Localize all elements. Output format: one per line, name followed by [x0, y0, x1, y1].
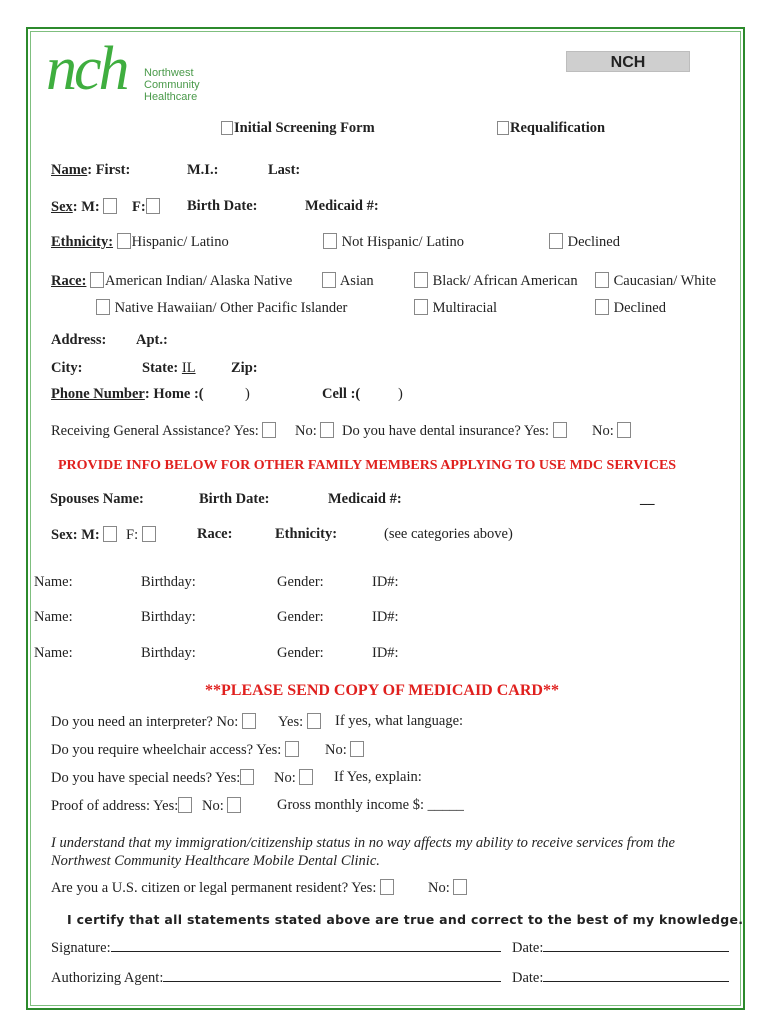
- home-phone-close: ): [245, 386, 250, 402]
- spouse-sex-m-label: : M:: [72, 527, 100, 543]
- member-gender-field[interactable]: Gender:: [277, 645, 324, 661]
- special-needs-no-option[interactable]: [274, 769, 314, 787]
- sex-f-checkbox[interactable]: [146, 198, 160, 214]
- black-checkbox[interactable]: [414, 272, 428, 288]
- certification-statement: I certify that all statements stated above are true and correct to the best of my knowledge.: [67, 912, 744, 927]
- nch-logo: nch: [46, 35, 127, 103]
- signature-date-label: Date:: [512, 940, 544, 956]
- citizen-no-checkbox[interactable]: [453, 879, 467, 895]
- proof-of-address-yes-checkbox[interactable]: [178, 797, 192, 813]
- member-birthday-field[interactable]: Birthday:: [141, 609, 196, 625]
- interpreter-yes-label: Yes:: [278, 714, 304, 730]
- asian-checkbox[interactable]: [322, 272, 336, 288]
- proof-of-address-no-option[interactable]: [202, 797, 242, 815]
- not-hispanic-option[interactable]: [323, 233, 464, 251]
- phone-label: Phone Number: [51, 386, 145, 402]
- signature-date-line[interactable]: [543, 951, 729, 952]
- member-id-field[interactable]: ID#:: [372, 609, 399, 625]
- ethnicity-hispanic-option[interactable]: [51, 233, 229, 251]
- sex-m-label: : M:: [72, 199, 100, 215]
- family-members-banner: PROVIDE INFO BELOW FOR OTHER FAMILY MEMBERS APPLYING TO USE MDC SERVICES: [58, 458, 677, 473]
- hawaiian-label: Native Hawaiian/ Other Pacific Islander: [114, 300, 348, 316]
- interpreter-yes-checkbox[interactable]: [307, 713, 321, 729]
- sex-label: Sex: [51, 199, 73, 215]
- gross-income-field[interactable]: [277, 797, 464, 814]
- see-categories-note: (see categories above): [384, 526, 513, 542]
- proof-of-address-no-label: No:: [202, 798, 224, 814]
- requalification-checkbox[interactable]: [497, 121, 509, 135]
- wheelchair-no-option[interactable]: [325, 741, 365, 759]
- hispanic-checkbox[interactable]: [117, 233, 131, 249]
- race-multiracial-option[interactable]: [414, 299, 497, 317]
- sex-m-option[interactable]: [51, 198, 118, 216]
- caucasian-checkbox[interactable]: [595, 272, 609, 288]
- race-caucasian-option[interactable]: [595, 272, 716, 290]
- proof-of-address-yes-option[interactable]: [51, 797, 193, 815]
- member-id-field[interactable]: ID#:: [372, 574, 399, 590]
- name-label: Name: [51, 162, 88, 178]
- member-birthday-field[interactable]: Birthday:: [141, 574, 196, 590]
- first-label: : First:: [87, 162, 131, 178]
- cell-phone-field[interactable]: Cell :(: [322, 386, 361, 402]
- multiracial-checkbox[interactable]: [414, 299, 428, 315]
- signature-line[interactable]: [111, 951, 501, 952]
- agent-date-field[interactable]: [512, 970, 729, 987]
- hawaiian-checkbox[interactable]: [96, 299, 110, 315]
- spouse-sex-m-option[interactable]: [51, 526, 118, 544]
- special-needs-no-label: No:: [274, 770, 296, 786]
- special-needs-yes-checkbox[interactable]: [240, 769, 254, 785]
- nch-badge: NCH: [566, 51, 690, 72]
- spouse-medicaid-blank: __: [640, 491, 655, 507]
- citizen-no-option[interactable]: [428, 879, 468, 897]
- black-label: Black/ African American: [432, 273, 578, 289]
- logo-line-3: Healthcare: [144, 91, 198, 103]
- caucasian-label: Caucasian/ White: [613, 273, 717, 289]
- proof-of-address-no-checkbox[interactable]: [227, 797, 241, 813]
- citizen-question: Are you a U.S. citizen or legal permanent resident? Yes:: [51, 880, 377, 896]
- last-field[interactable]: Last:: [268, 162, 301, 178]
- spouse-ethnicity-field[interactable]: Ethnicity:: [275, 526, 338, 542]
- initial-screening-label: Initial Screening Form: [234, 120, 375, 136]
- logo-line-1: Northwest: [144, 67, 194, 79]
- spouse-medicaid-field[interactable]: Medicaid #:: [328, 491, 402, 507]
- wheelchair-no-label: No:: [325, 742, 347, 758]
- general-assistance-yes-option[interactable]: [51, 422, 277, 440]
- medicaid-field[interactable]: Medicaid #:: [305, 198, 379, 214]
- proof-of-address-question: Proof of address: Yes:: [51, 798, 179, 814]
- member-name-field[interactable]: Name:: [34, 609, 73, 625]
- apt-field[interactable]: Apt.:: [136, 332, 168, 348]
- requalification-label: Requalification: [510, 120, 606, 136]
- interpreter-question: Do you need an interpreter? No:: [51, 714, 239, 730]
- multiracial-label: Multiracial: [432, 300, 498, 316]
- authorizing-agent-line[interactable]: [163, 981, 501, 982]
- general-assistance-no-option[interactable]: [295, 422, 335, 440]
- special-needs-question: Do you have special needs? Yes:: [51, 770, 241, 786]
- member-id-field[interactable]: ID#:: [372, 645, 399, 661]
- dental-insurance-no-option[interactable]: [592, 422, 632, 440]
- member-gender-field[interactable]: Gender:: [277, 574, 324, 590]
- wheelchair-no-checkbox[interactable]: [350, 741, 364, 757]
- asian-label: Asian: [339, 273, 374, 289]
- general-assistance-question: Receiving General Assistance? Yes:: [51, 423, 259, 439]
- gross-income-label: Gross monthly income $:: [277, 797, 425, 813]
- interpreter-yes-option[interactable]: [278, 713, 322, 731]
- citizen-yes-option[interactable]: [51, 879, 395, 897]
- wheelchair-yes-option[interactable]: [51, 741, 300, 759]
- ethnicity-label: Ethnicity:: [51, 234, 114, 250]
- member-gender-field[interactable]: Gender:: [277, 609, 324, 625]
- not-hispanic-label: Not Hispanic/ Latino: [341, 234, 465, 250]
- wheelchair-question: Do you require wheelchair access? Yes:: [51, 742, 282, 758]
- spouse-race-field[interactable]: Race:: [197, 526, 233, 542]
- state-label: State: [142, 360, 174, 376]
- dental-insurance-no-label: No:: [592, 423, 614, 439]
- ethnicity-declined-label: Declined: [567, 234, 620, 250]
- gross-income-blank: _____: [427, 797, 464, 813]
- not-hispanic-checkbox[interactable]: [323, 233, 337, 249]
- member-name-field[interactable]: Name:: [34, 645, 73, 661]
- address-field[interactable]: Address:: [51, 332, 107, 348]
- spouse-sex-label: Sex: [51, 527, 73, 543]
- special-needs-yes-option[interactable]: [51, 769, 255, 787]
- dental-insurance-yes-option[interactable]: [342, 422, 568, 440]
- race-american-indian-option[interactable]: [51, 272, 292, 290]
- interpreter-language-field[interactable]: If yes, what language:: [335, 713, 464, 729]
- interpreter-no-option[interactable]: [51, 713, 257, 731]
- agent-date-line[interactable]: [543, 981, 729, 982]
- immigration-statement: I understand that my immigration/citizenship status in no way affects my ability to receive services from the Northwest Community Healthcare Mobile Dental Clinic.: [51, 835, 675, 869]
- sex-m-checkbox[interactable]: [103, 198, 117, 214]
- american-indian-checkbox[interactable]: [90, 272, 104, 288]
- race-hawaiian-option[interactable]: [96, 299, 347, 317]
- spouse-sex-f-label: F:: [126, 527, 139, 543]
- wheelchair-yes-checkbox[interactable]: [285, 741, 299, 757]
- spouse-sex-f-option[interactable]: [126, 526, 157, 544]
- sex-f-option[interactable]: [132, 198, 161, 216]
- general-assistance-yes-checkbox[interactable]: [262, 422, 276, 438]
- citizen-no-label: No:: [428, 880, 450, 896]
- name-first-field[interactable]: [51, 162, 130, 179]
- cell-phone-close: ): [398, 386, 403, 402]
- city-field[interactable]: City:: [51, 360, 83, 376]
- signature-label: Signature:: [51, 940, 111, 956]
- ethnicity-declined-checkbox[interactable]: [549, 233, 563, 249]
- general-assistance-no-label: No:: [295, 423, 317, 439]
- signature-field[interactable]: [51, 940, 501, 957]
- interpreter-no-checkbox[interactable]: [242, 713, 256, 729]
- birth-date-field[interactable]: Birth Date:: [187, 198, 258, 214]
- state-field[interactable]: State: IL: [142, 360, 196, 376]
- race-declined-option[interactable]: [595, 299, 666, 317]
- authorizing-agent-field[interactable]: [51, 970, 501, 987]
- race-black-option[interactable]: [414, 272, 578, 290]
- general-assistance-no-checkbox[interactable]: [320, 422, 334, 438]
- ethnicity-declined-option[interactable]: [549, 233, 620, 251]
- citizen-yes-checkbox[interactable]: [380, 879, 394, 895]
- spouse-sex-m-checkbox[interactable]: [103, 526, 117, 542]
- signature-date-field[interactable]: [512, 940, 729, 957]
- dental-insurance-no-checkbox[interactable]: [617, 422, 631, 438]
- authorizing-agent-label: Authorizing Agent:: [51, 970, 164, 986]
- agent-date-label: Date:: [512, 970, 544, 986]
- spouse-name-field[interactable]: Spouses Name:: [50, 491, 144, 507]
- dental-insurance-yes-checkbox[interactable]: [553, 422, 567, 438]
- race-declined-checkbox[interactable]: [595, 299, 609, 315]
- member-name-field[interactable]: Name:: [34, 574, 73, 590]
- american-indian-label: American Indian/ Alaska Native: [105, 273, 293, 289]
- special-needs-explain-field[interactable]: If Yes, explain:: [334, 769, 422, 785]
- medicaid-card-notice: **PLEASE SEND COPY OF MEDICAID CARD**: [205, 682, 559, 699]
- home-label: : Home :(: [144, 386, 204, 402]
- sex-f-label: F:: [132, 199, 146, 215]
- initial-screening-checkbox[interactable]: [221, 121, 233, 135]
- mi-field[interactable]: M.I.:: [187, 162, 219, 178]
- home-phone-field[interactable]: [51, 386, 204, 403]
- initial-screening-option[interactable]: [221, 120, 375, 137]
- logo-line-2: Community: [144, 79, 200, 91]
- spouse-birth-date-field[interactable]: Birth Date:: [199, 491, 270, 507]
- state-value: IL: [181, 360, 196, 376]
- hispanic-label: Hispanic/ Latino: [131, 234, 229, 250]
- dental-insurance-question: Do you have dental insurance? Yes:: [342, 423, 549, 439]
- race-asian-option[interactable]: [322, 272, 374, 290]
- spouse-sex-f-checkbox[interactable]: [142, 526, 156, 542]
- race-declined-label: Declined: [613, 300, 666, 316]
- race-label: Race:: [51, 273, 87, 289]
- requalification-option[interactable]: [497, 120, 605, 137]
- zip-field[interactable]: Zip:: [231, 360, 258, 376]
- member-birthday-field[interactable]: Birthday:: [141, 645, 196, 661]
- special-needs-no-checkbox[interactable]: [299, 769, 313, 785]
- logo-text: [144, 67, 200, 103]
